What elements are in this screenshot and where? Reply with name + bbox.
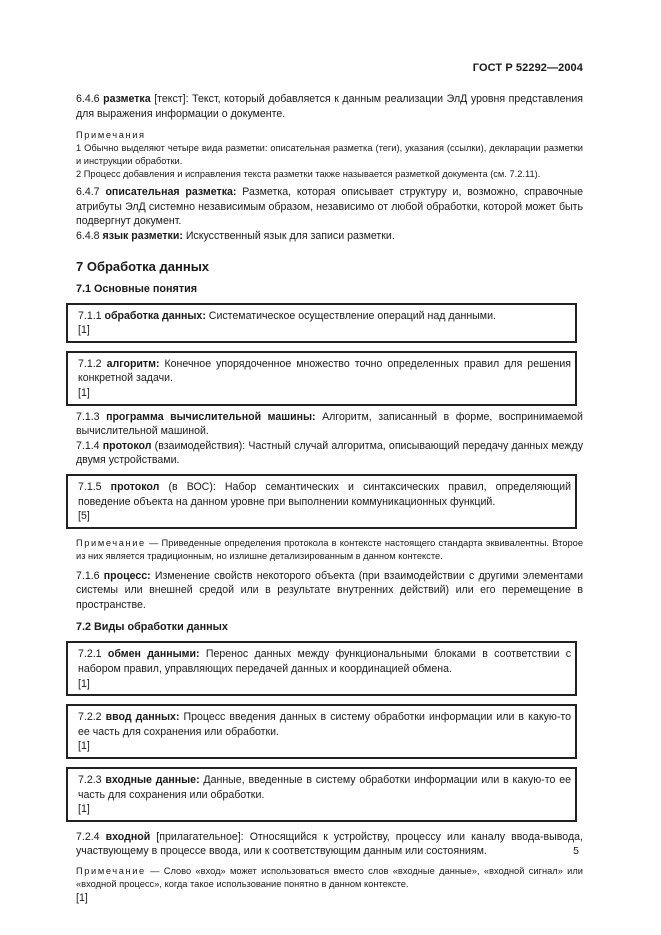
entry-definition: Систематическое осуществление операций над данными. (205, 309, 496, 322)
note-text: — Слово «вход» может использоваться вместо слов «входные данные», «входной сигнал» или «входной процесс», когда такое использование понятно в данном контексте. (76, 866, 583, 889)
entry-definition: Перенос данных между функциональными блоками в соответствии с набором правил, управляющих передачей данных и координацией обмена. (78, 648, 571, 676)
entry-number: 7.2.1 (78, 648, 108, 661)
entry-term: протокол (102, 439, 152, 452)
entry-definition: [прилагательное]: Относящийся к устройству, процессу или каналу ввода-вывода, участвующему в процессе ввода, или к соответствующим данным или состояниям. (76, 830, 583, 858)
boxed-entry-7-2-3 (66, 767, 577, 822)
entry-7-1-1 (78, 309, 571, 324)
entry-7-2-4 (76, 830, 583, 859)
entry-number: 7.1.2 (78, 357, 107, 370)
entry-number: 7.2.3 (78, 774, 106, 787)
entry-reference: [5] (78, 510, 90, 523)
note-label: Примечание (76, 537, 146, 548)
entry-reference: [1] (78, 740, 90, 753)
entry-number: 7.2.4 (76, 830, 106, 843)
entry-number: 7.1.5 (78, 480, 111, 493)
boxed-entry-7-1-1 (66, 303, 577, 343)
entry-number: 6.4.7 (76, 186, 106, 199)
note-1: 1 Обычно выделяют четыре вида разметки: описательная разметка (теги), указания (ссылки), декларации разметки и инструкции обработки. (76, 143, 583, 167)
page-number: 5 (573, 845, 579, 857)
boxed-entry-7-1-5 (66, 474, 577, 529)
entry-reference: [1] (78, 324, 90, 337)
entry-term: алгоритм: (106, 357, 160, 370)
entry-term: обмен данными: (107, 648, 200, 661)
entry-reference: [1] (78, 803, 90, 816)
entry-definition: Данные, введенные в систему обработки информации или в какую-то ее часть для сохранения или обработки. (78, 774, 571, 801)
entry-term: входные данные: (105, 774, 200, 787)
entry-definition: Искусственный язык для записи разметки. (182, 229, 395, 242)
entry-7-2-2 (78, 710, 571, 739)
entry-7-2-3 (78, 773, 571, 802)
section-title: 7.1 Основные понятия (76, 282, 198, 295)
entry-term: программа вычислительной машины: (106, 410, 316, 423)
entry-number: 7.1.3 (76, 410, 107, 423)
entry-term: описательная разметка: (105, 186, 237, 199)
entry-reference: [1] (78, 677, 90, 690)
entry-7-1-5 (78, 480, 571, 509)
entry-6-4-6 (76, 92, 583, 121)
entry-term: ввод данных: (105, 711, 180, 724)
entry-term: разметка (103, 93, 151, 105)
entry-7-1-3 (76, 410, 583, 439)
notes-title: Примечания (76, 130, 146, 141)
boxed-entry-7-1-2 (66, 351, 577, 406)
page-content (76, 92, 583, 906)
entry-term: процесс: (103, 569, 151, 582)
note-7-1-5 (76, 537, 583, 563)
entry-definition: Разметка, которая описывает структуру и, возможно, справочные атрибуты ЭлД системно независимым образом, независимо от любой обработки, которой может быть подвергнут документ. (76, 186, 583, 228)
standard-header: ГОСТ Р 52292—2004 (472, 62, 583, 74)
entry-reference: [1] (78, 386, 90, 399)
entry-definition: Изменение свойств некоторого объекта (при взаимодействии с другими элементами системы или внешней средой или в результате внутренних действий) или его перемещение в пространстве. (76, 569, 584, 611)
note-2: 2 Процесс добавления и исправления текста разметки также называется разметкой документа (см. 7.2.11). (76, 169, 541, 180)
entry-7-1-6 (76, 569, 583, 613)
entry-7-1-2 (78, 357, 571, 386)
entry-6-4-8 (76, 229, 583, 244)
section-title: 7.2 Виды обработки данных (76, 621, 228, 634)
entry-7-1-4 (76, 439, 583, 468)
entry-6-4-7 (76, 185, 583, 229)
note-text: — Приведенные определения протокола в контексте настоящего стандарта эквивалентны. Второе из них является традиционным, но излишне детализированным в данном контексте. (76, 537, 583, 561)
entry-definition: Алгоритм, записанный в форме, воспринимаемой вычислительной машиной. (76, 410, 583, 438)
entry-7-2-1 (78, 647, 571, 676)
entry-definition: (в ВОС): Набор семантических и синтаксических правил, определяющий поведение объекта на данном уровне при выполнении коммуникационных функций. (78, 480, 571, 508)
entry-definition: Конечное упорядоченное множество точно определенных правил для решения конкретной задачи. (78, 357, 571, 385)
chapter-title: 7 Обработка данных (76, 258, 210, 274)
entry-number: 7.1.1 (78, 309, 105, 322)
boxed-entry-7-2-1 (66, 641, 577, 696)
entry-number: 7.2.2 (78, 711, 106, 724)
entry-definition: Процесс введения данных в систему обработки информации или в какую-то ее часть для сохранения или обработки. (78, 711, 572, 738)
entry-reference: [1] (76, 892, 88, 904)
entry-term: входной (105, 830, 151, 843)
entry-number: 6.4.8 (76, 229, 103, 242)
entry-definition: (взаимодействия): Частный случай алгоритма, описывающий передачу данных между двумя устройствами. (76, 439, 583, 467)
entry-number: 7.1.4 (76, 439, 103, 452)
boxed-entry-7-2-2 (66, 704, 577, 759)
entry-term: обработка данных: (104, 309, 206, 322)
entry-term: язык разметки: (102, 229, 183, 242)
note-label: Примечание (76, 866, 146, 876)
entry-definition: [текст]: Текст, который добавляется к данным реализации ЭлД уровня представления для выражения информации о документе. (76, 93, 583, 120)
entry-term: протокол (110, 480, 160, 493)
entry-number: 7.1.6 (76, 569, 104, 582)
note-7-2-4 (76, 865, 583, 891)
entry-number: 6.4.6 (76, 93, 104, 105)
